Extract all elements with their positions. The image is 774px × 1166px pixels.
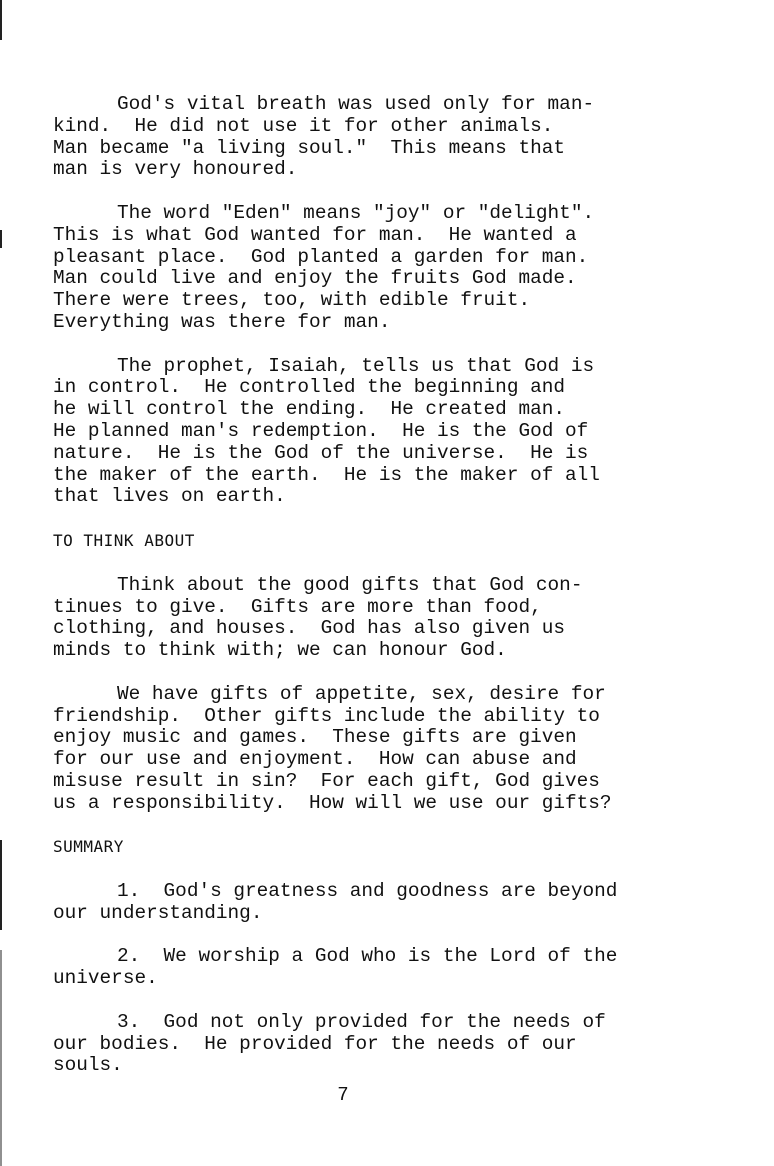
text-line: He planned man's redemption. He is the God of bbox=[53, 419, 589, 442]
text-line: for our use and enjoyment. How can abuse and bbox=[53, 748, 577, 771]
text-line: he will control the ending. He created man. bbox=[53, 398, 565, 421]
text-line: friendship. Other gifts include the ability to bbox=[53, 704, 600, 727]
summary-item-2 bbox=[53, 946, 753, 990]
text-line: 3. God not only provided for the needs of bbox=[117, 1010, 606, 1033]
summary-item-3 bbox=[53, 1012, 753, 1077]
text-line: misuse result in sin? For each gift, God gives bbox=[53, 769, 600, 792]
text-line: The word "Eden" means "joy" or "delight". bbox=[117, 201, 595, 224]
paragraph-3 bbox=[53, 356, 753, 509]
text-line: in control. He controlled the beginning and bbox=[53, 376, 565, 399]
text-line: The prophet, Isaiah, tells us that God is bbox=[117, 354, 595, 377]
section-intro bbox=[53, 94, 753, 508]
text-line: that lives on earth. bbox=[53, 485, 286, 508]
text-line: Think about the good gifts that God con- bbox=[117, 573, 583, 596]
scan-edge bbox=[0, 0, 3, 1166]
text-line: Man became "a living soul." This means that bbox=[53, 136, 565, 159]
page-number: 7 bbox=[337, 1084, 349, 1106]
text-line: 2. We worship a God who is the Lord of the bbox=[117, 945, 618, 968]
heading-summary: SUMMARY bbox=[53, 837, 124, 857]
section-summary bbox=[53, 881, 753, 1077]
text-line: 1. God's greatness and goodness are beyond bbox=[117, 880, 618, 903]
text-line: souls. bbox=[53, 1054, 123, 1077]
think-paragraph-2 bbox=[53, 684, 753, 815]
text-line: minds to think with; we can honour God. bbox=[53, 639, 507, 662]
text-line: kind. He did not use it for other animals. bbox=[53, 114, 554, 137]
text-line: our understanding. bbox=[53, 901, 263, 924]
text-line: pleasant place. God planted a garden for man. bbox=[53, 245, 589, 268]
document-page bbox=[53, 94, 753, 1099]
text-line: Man could live and enjoy the fruits God made. bbox=[53, 267, 577, 290]
text-line: enjoy music and games. These gifts are given bbox=[53, 726, 577, 749]
text-line: nature. He is the God of the universe. He is bbox=[53, 441, 589, 464]
think-paragraph-1 bbox=[53, 575, 753, 662]
text-line: the maker of the earth. He is the maker of all bbox=[53, 463, 600, 486]
text-line: us a responsibility. How will we use our gifts? bbox=[53, 791, 612, 814]
text-line: our bodies. He provided for the needs of our bbox=[53, 1032, 577, 1055]
text-line: We have gifts of appetite, sex, desire for bbox=[117, 682, 606, 705]
text-line: man is very honoured. bbox=[53, 158, 298, 181]
paragraph-1 bbox=[53, 94, 753, 181]
text-line: There were trees, too, with edible fruit. bbox=[53, 289, 531, 312]
text-line: clothing, and houses. God has also given us bbox=[53, 617, 565, 640]
text-line: God's vital breath was used only for man- bbox=[117, 93, 595, 115]
heading-to-think-about: TO THINK ABOUT bbox=[53, 530, 195, 550]
text-line: Everything was there for man. bbox=[53, 310, 391, 333]
text-line: tinues to give. Gifts are more than food, bbox=[53, 595, 542, 618]
section-think-about bbox=[53, 575, 753, 815]
summary-item-1 bbox=[53, 881, 753, 925]
text-line: universe. bbox=[53, 967, 158, 990]
paragraph-2 bbox=[53, 203, 753, 334]
text-line: This is what God wanted for man. He wanted a bbox=[53, 223, 577, 246]
